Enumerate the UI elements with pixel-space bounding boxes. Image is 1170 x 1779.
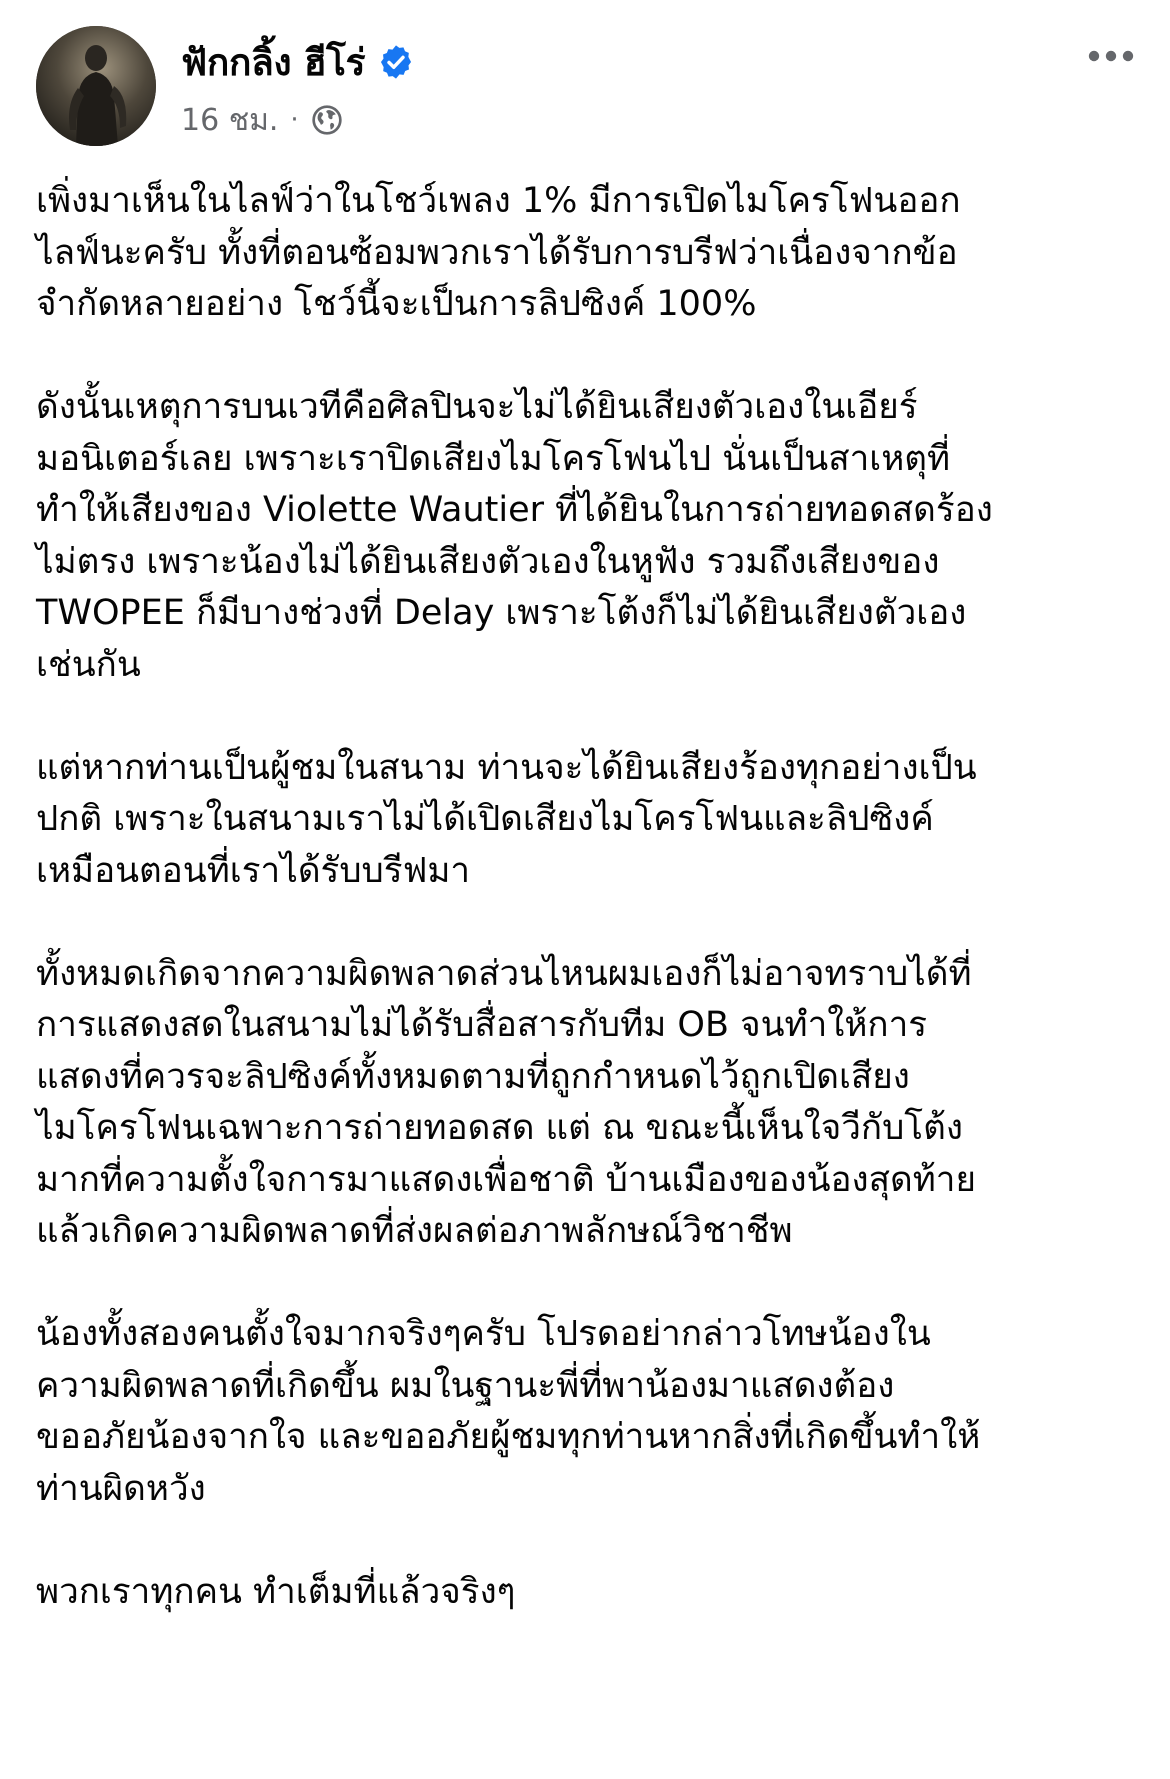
post-text-line: ความผิดพลาดที่เกิดขึ้น ผมในฐานะพี่ที่พาน้องมาแสดงต้อง	[36, 1365, 895, 1406]
post-text-line: น้องทั้งสองคนตั้งใจมากจริงๆครับ โปรดอย่ากล่าวโทษน้องใน	[36, 1314, 931, 1354]
post-text-line: แสดงที่ควรจะลิปซิงค์ทั้งหมดตามที่ถูกกำหนดไว้ถูกเปิดเสียง	[36, 1056, 910, 1097]
post-paragraph	[36, 1567, 1146, 1619]
post-text-line: ทำให้เสียงของ Violette Wautier ที่ได้ยินในการถ่ายทอดสดร้อง	[36, 490, 993, 530]
author-name[interactable]: ฟักกลิ้ง ฮีโร่	[181, 40, 366, 84]
verified-badge-icon	[377, 43, 415, 81]
author-avatar[interactable]	[36, 26, 156, 146]
post-paragraph	[36, 176, 1146, 331]
post-text-line: TWOPEE ก็มีบางช่วงที่ Delay เพราะโต้งก็ไม่ได้ยินเสียงตัวเอง	[36, 593, 967, 633]
post-meta	[181, 98, 343, 142]
post-paragraph	[36, 743, 1146, 898]
post-text-line: เพิ่งมาเห็นในไลฟ์ว่าในโชว์เพลง 1% มีการเปิดไมโครโฟนออก	[36, 181, 961, 221]
post-text-line: พวกเราทุกคน ทำเต็มที่แล้วจริงๆ	[36, 1571, 516, 1612]
post-paragraph	[36, 949, 1146, 1258]
post-paragraph	[36, 1309, 1146, 1515]
post-text-line: ขออภัยน้องจากใจ และขออภัยผู้ชมทุกท่านหากสิ่งที่เกิดขึ้นทำให้	[36, 1417, 981, 1457]
post-text-line: ดังนั้นเหตุการบนเวทีคือศิลปินจะไม่ได้ยินเสียงตัวเองในเอียร์	[36, 387, 918, 427]
post-text-line: ไลฟ์นะครับ ทั้งที่ตอนซ้อมพวกเราได้รับการบรีฟว่าเนื่องจากข้อ	[36, 232, 958, 273]
globe-icon[interactable]	[311, 104, 343, 136]
meta-separator: ·	[290, 105, 299, 135]
post-text-line: แต่หากท่านเป็นผู้ชมในสนาม ท่านจะได้ยินเสียงร้องทุกอย่างเป็น	[36, 747, 977, 788]
more-options-icon	[1087, 49, 1135, 63]
post-text-line: มากที่ความตั้งใจการมาแสดงเพื่อชาติ บ้านเมืองของน้องสุดท้าย	[36, 1159, 976, 1200]
post-text-line: จำกัดหลายอย่าง โชว์นี้จะเป็นการลิปซิงค์ 100%	[36, 284, 757, 324]
post-text-line: ท่านผิดหวัง	[36, 1468, 206, 1509]
post-text-line: ปกติ เพราะในสนามเราไม่ได้เปิดเสียงไมโครโฟนและลิปซิงค์	[36, 799, 934, 839]
post-header	[36, 26, 1146, 148]
post-body	[36, 176, 1146, 1618]
more-options-button[interactable]	[1076, 36, 1146, 76]
post-text-line: มอนิเตอร์เลย เพราะเราปิดเสียงไมโครโฟนไป นั่นเป็นสาเหตุที่	[36, 438, 951, 479]
post-text-line: ไม่ตรง เพราะน้องไม่ได้ยินเสียงตัวเองในหูฟัง รวมถึงเสียงของ	[36, 541, 940, 582]
post-text-line: ไมโครโฟนเฉพาะการถ่ายทอดสด แต่ ณ ขณะนี้เห็นใจวีกับโต้ง	[36, 1108, 963, 1148]
author-row	[181, 34, 415, 90]
post-timestamp[interactable]: 16 ชม.	[181, 102, 279, 138]
post-text-line: ทั้งหมดเกิดจากความผิดพลาดส่วนไหนผมเองก็ไม่อาจทราบได้ที่	[36, 953, 972, 994]
post-text-line: เหมือนตอนที่เราได้รับบรีฟมา	[36, 850, 471, 891]
post-text-line: การแสดงสดในสนามไม่ได้รับสื่อสารกับทีม OB จนทำให้การ	[36, 1005, 928, 1045]
avatar-image	[36, 26, 156, 146]
post-paragraph	[36, 382, 1146, 691]
post-text-line: เช่นกัน	[36, 644, 141, 685]
post-text-line: แล้วเกิดความผิดพลาดที่ส่งผลต่อภาพลักษณ์วิชาชีพ	[36, 1211, 793, 1251]
